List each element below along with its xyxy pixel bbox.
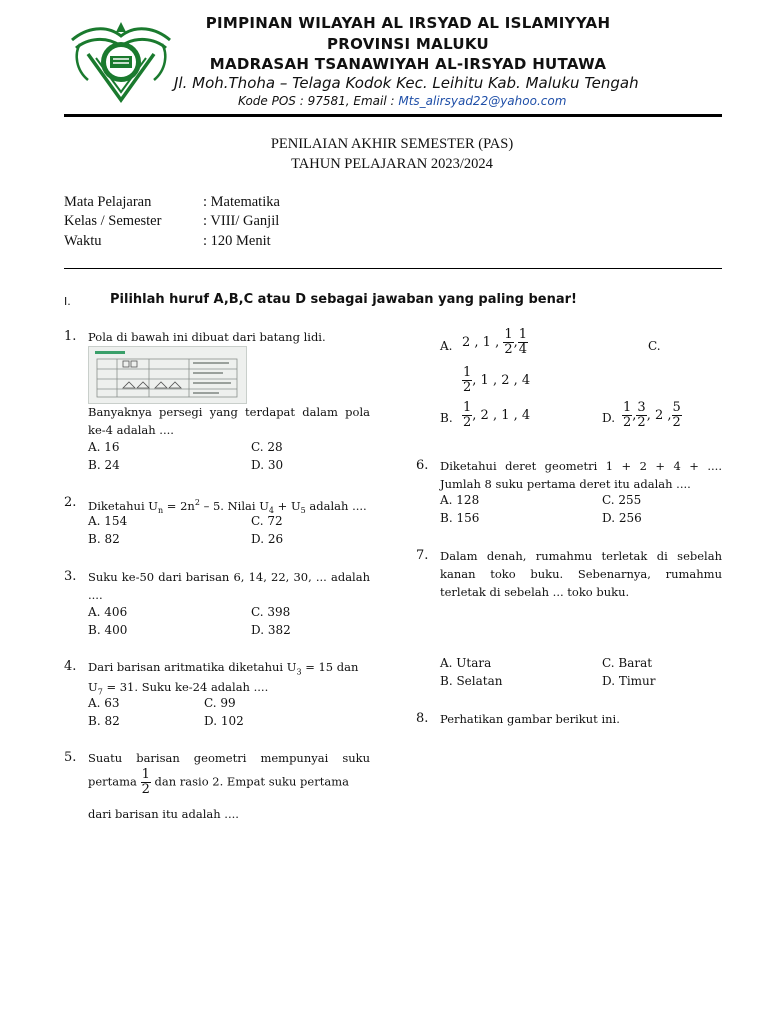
q5-l2b: dan rasio 2. Empat suku pertama	[154, 774, 349, 789]
question-2-option-c[interactable]: C. 72	[251, 514, 283, 528]
question-7-option-c[interactable]: C. Barat	[602, 656, 653, 670]
question-6-option-c[interactable]: C. 255	[602, 493, 642, 507]
letterhead-line-2: PROVINSI MALUKU	[326, 35, 490, 53]
question-5-option-a-label[interactable]: A.	[440, 339, 453, 353]
question-5-option-c-label[interactable]: C.	[648, 339, 661, 353]
q2-sub-4: 4	[268, 506, 275, 516]
question-7-text: Dalam denah, rumahmu terletak di sebelah kanan toko buku. Sebenarnya, rumahmu terletak di sebelah ... toko buku.	[440, 549, 722, 599]
letterhead-line-3: MADRASAH TSANAWIYAH AL-IRSYAD HUTAWA	[209, 55, 607, 73]
question-1-text-2: Banyaknya persegi yang terdapat dalam pola ke-4 adalah ....	[88, 405, 370, 437]
question-4-option-c[interactable]: C. 99	[204, 696, 236, 710]
question-5-option-d[interactable]: $\frac{1}{2}$ , $\frac{3}{2}$ , 2 , $\frac{5}{2}$	[623, 400, 681, 430]
info-class-label: Kelas / Semester	[64, 213, 162, 229]
q2-plus: + U	[274, 498, 301, 513]
q5d-frac-2: $\frac{3}{2}$	[637, 400, 646, 430]
q5a-frac-2: $\frac{1}{4}$	[518, 327, 528, 357]
question-5-line-1: Suatu barisan geometri mempunyai suku	[88, 751, 370, 765]
q2-sub-n: n	[158, 506, 164, 516]
email-link[interactable]: Mts_alirsyad22@yahoo.com	[398, 94, 567, 108]
q5a-frac-1: $\frac{1}{2}$	[504, 327, 513, 357]
info-class-value: : VIII/ Ganjil	[203, 213, 280, 229]
q2-sup: 2	[194, 498, 200, 507]
q2-prefix: Diketahui U	[88, 498, 158, 513]
question-5-option-a[interactable]: 2 , 1 , $\frac{1}{2}$ , $\frac{1}{4}$	[462, 327, 528, 357]
q5d-frac-3: $\frac{5}{2}$	[672, 400, 681, 430]
q4-sub-7: 7	[97, 687, 103, 697]
question-6-option-b[interactable]: B. 156	[440, 511, 480, 525]
question-2-text	[88, 494, 370, 520]
question-4-option-a[interactable]: A. 63	[88, 696, 120, 710]
exam-title: PENILAIAN AKHIR SEMESTER (PAS)	[270, 136, 514, 152]
question-1-option-a[interactable]: A. 16	[88, 440, 120, 454]
question-6-option-a[interactable]: A. 128	[440, 493, 480, 507]
question-4-number: 4.	[64, 659, 77, 674]
question-1-number: 1.	[64, 329, 77, 344]
question-5-line-2	[88, 768, 370, 797]
q5d-frac-1: $\frac{1}{2}$	[623, 400, 632, 430]
question-4-option-d[interactable]: D. 102	[204, 714, 244, 728]
info-subject-value: : Matematika	[203, 194, 280, 210]
q5d-mid: , 2 ,	[646, 408, 672, 423]
q5-fraction: $\frac{1}{2}$	[141, 767, 150, 797]
q2-eq: = 2n	[163, 498, 195, 513]
q5c-seq: , 1 , 2 , 4	[472, 373, 531, 388]
question-3-option-d[interactable]: D. 382	[251, 623, 291, 637]
q2-sub-5: 5	[300, 506, 306, 516]
question-3-option-c[interactable]: C. 398	[251, 605, 291, 619]
exam-year: TAHUN PELAJARAN 2023/2024	[291, 156, 493, 172]
question-2-number: 2.	[64, 495, 77, 510]
question-4-option-b[interactable]: B. 82	[88, 714, 120, 728]
info-subject-label: Mata Pelajaran	[64, 194, 152, 210]
question-1-pattern-image	[88, 346, 247, 404]
question-7-option-a[interactable]: A. Utara	[440, 656, 492, 670]
question-8-number: 8.	[416, 711, 429, 726]
q4-l2b: = 31. Suku ke-24 adalah ....	[102, 680, 269, 694]
question-7-option-b[interactable]: B. Selatan	[440, 674, 503, 688]
q5c-frac-1: $\frac{1}{2}$	[463, 365, 472, 395]
q5b-frac-1: $\frac{1}{2}$	[463, 400, 472, 430]
question-5-option-b[interactable]	[462, 401, 530, 430]
question-6-option-d[interactable]: D. 256	[602, 511, 642, 525]
letterhead-divider	[64, 114, 722, 117]
question-1-option-b[interactable]: B. 24	[88, 458, 120, 472]
letterhead-line-1: PIMPINAN WILAYAH AL IRSYAD AL ISLAMIYYAH	[205, 14, 611, 32]
instruction-text: Pilihlah huruf A,B,C atau D sebagai jawaban yang paling benar!	[110, 292, 577, 307]
q2-rest: – 5. Nilai U	[199, 498, 269, 513]
q4-l1a: Dari barisan aritmatika diketahui U	[88, 660, 297, 674]
q4-sub-3: 3	[296, 667, 302, 677]
info-divider	[64, 268, 722, 269]
question-5-option-c[interactable]	[462, 366, 530, 395]
info-time-value: : 120 Menit	[203, 233, 271, 249]
q5-l2a: pertama	[88, 774, 137, 789]
letterhead-address: Jl. Moh.Thoha – Telaga Kodok Kec. Leihitu Kab. Maluku Tengah	[174, 74, 639, 92]
question-7-number: 7.	[416, 548, 429, 563]
question-2-option-b[interactable]: B. 82	[88, 532, 120, 546]
question-1-option-d[interactable]: D. 30	[251, 458, 284, 472]
question-7-option-d[interactable]: D. Timur	[602, 674, 656, 688]
question-2-option-d[interactable]: D. 26	[251, 532, 284, 546]
question-6-text: Diketahui deret geometri 1 + 2 + 4 + .... Jumlah 8 suku pertama deret itu adalah ....	[440, 459, 722, 491]
question-1-option-c[interactable]: C. 28	[251, 440, 283, 454]
q4-l1b: = 15 dan	[301, 660, 359, 674]
question-5-option-d-label[interactable]: D.	[602, 411, 616, 425]
instruction-roman: I.	[64, 295, 71, 308]
q2-end: adalah ....	[305, 498, 367, 513]
question-3-number: 3.	[64, 569, 77, 584]
question-5-line-3: dari barisan itu adalah ....	[88, 807, 239, 821]
question-3-option-a[interactable]: A. 406	[88, 605, 128, 619]
question-5-number: 5.	[64, 750, 77, 765]
question-5-option-b-label[interactable]: B.	[440, 411, 453, 425]
q5a-seq: 2 , 1 ,	[462, 335, 500, 350]
question-3-option-b[interactable]: B. 400	[88, 623, 128, 637]
question-2-option-a[interactable]: A. 154	[88, 514, 128, 528]
question-1-text: Pola di bawah ini dibuat dari batang lidi.	[88, 330, 326, 344]
question-8-text: Perhatikan gambar berikut ini.	[440, 712, 620, 726]
q5b-seq: , 2 , 1 , 4	[472, 408, 531, 423]
postal-email-label: Kode POS : 97581, Email :	[238, 94, 399, 108]
question-6-number: 6.	[416, 458, 429, 473]
letterhead-contact	[238, 94, 566, 108]
question-3-text: Suku ke-50 dari barisan 6, 14, 22, 30, ... adalah ....	[88, 570, 370, 602]
q4-l2a: U	[88, 680, 98, 694]
info-time-label: Waktu	[64, 233, 102, 249]
